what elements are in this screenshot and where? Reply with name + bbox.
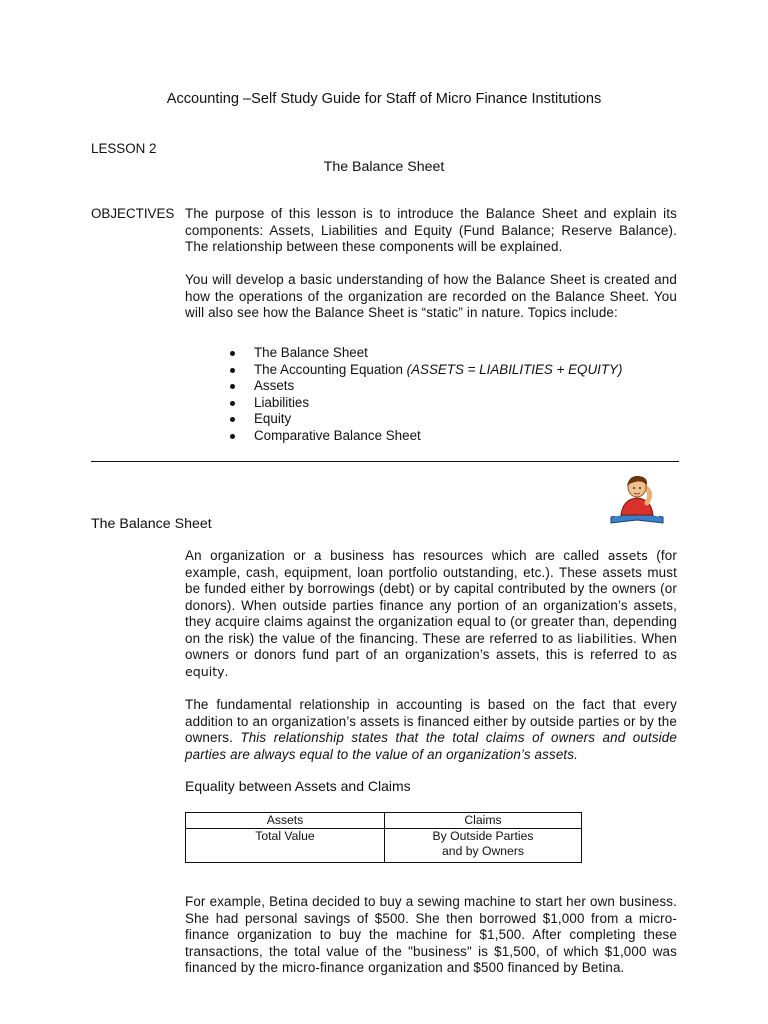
lesson-title: The Balance Sheet — [323, 159, 445, 175]
accounting-equation: (ASSETS = LIABILITIES + EQUITY) — [406, 361, 623, 377]
relationship-statement: This relationship states that the total claims of owners and outside parties are always equal to the value of an organization’s assets. — [185, 730, 677, 762]
keyword-equity: equity — [185, 663, 225, 679]
objectives-paragraph-2: You will develop a basic understanding of how the Balance Sheet is created and how the operations of the organization are recorded on the Balance Sheet. You will also see how the Balance Sheet is “static” in nature. Topics include: — [185, 272, 677, 320]
objectives-paragraph-1: The purpose of this lesson is to introduce the Balance Sheet and explain its components: Assets, Liabilities and Equity (Fund Balance; Reserve Balance). The relationship between these components will be explained. — [185, 206, 677, 254]
section-divider — [91, 461, 679, 462]
table-header-row — [186, 813, 582, 829]
table-row — [186, 829, 582, 863]
bullet-icon — [230, 351, 235, 356]
bullet-icon — [230, 417, 235, 422]
list-item: Assets — [230, 378, 622, 395]
keyword-liabilities: liabilities — [577, 630, 633, 646]
table-header-assets: Assets — [186, 813, 385, 829]
bullet-icon — [230, 384, 235, 389]
section-title: The Balance Sheet — [91, 516, 212, 532]
student-reading-illustration-icon — [607, 473, 667, 527]
assets-paragraph: An organization or a business has resources which are called assets (for example, cash, equipment, loan portfolio outstanding, etc.). These assets must be funded either by borrowings (debt) or by capital contributed by the owners (or donors). When outside parties finance any portion of an organization’s assets, they acquire claims against the organization equal to (or greater than, depending on the risk) the value of the financing. These are referred to as liabilities. When owners or donors fund part of an organization’s assets, this is referred to as equity. — [185, 548, 677, 679]
assets-claims-table — [185, 812, 582, 863]
bullet-icon — [230, 401, 235, 406]
example-paragraph: For example, Betina decided to buy a sewing machine to start her own business. She had personal savings of $500. She then borrowed $1,000 from a micro-finance organization to buy the machine for $1,500. After completing these transactions, the total value of the "business" is $1,500, of which $1,000 was financed by the micro-finance organization and $500 financed by Betina. — [185, 894, 677, 975]
table-cell-assets: Total Value — [186, 829, 385, 863]
equality-title: Equality between Assets and Claims — [185, 778, 411, 794]
table-cell-claims: By Outside Parties and by Owners — [385, 829, 582, 863]
list-item: Liabilities — [230, 395, 622, 412]
list-item: The Balance Sheet — [230, 345, 622, 362]
table-header-claims: Claims — [385, 813, 582, 829]
list-item: Comparative Balance Sheet — [230, 428, 622, 445]
list-item: The Accounting Equation (ASSETS = LIABILITIES + EQUITY) — [230, 362, 622, 379]
bullet-icon — [230, 368, 235, 373]
bullet-icon — [230, 434, 235, 439]
topics-list — [230, 345, 622, 445]
objectives-label: OBJECTIVES — [91, 206, 175, 221]
list-item: Equity — [230, 411, 622, 428]
keyword-assets: assets — [607, 548, 648, 563]
lesson-label: LESSON 2 — [91, 141, 157, 156]
document-title: Accounting –Self Study Guide for Staff of Micro Finance Institutions — [166, 91, 602, 107]
relationship-paragraph: The fundamental relationship in accounting is based on the fact that every addition to an organization’s assets is financed either by outside parties or by the owners. This relationship states that the total claims of owners and outside parties are always equal to the value of an organization’s assets. — [185, 697, 677, 762]
